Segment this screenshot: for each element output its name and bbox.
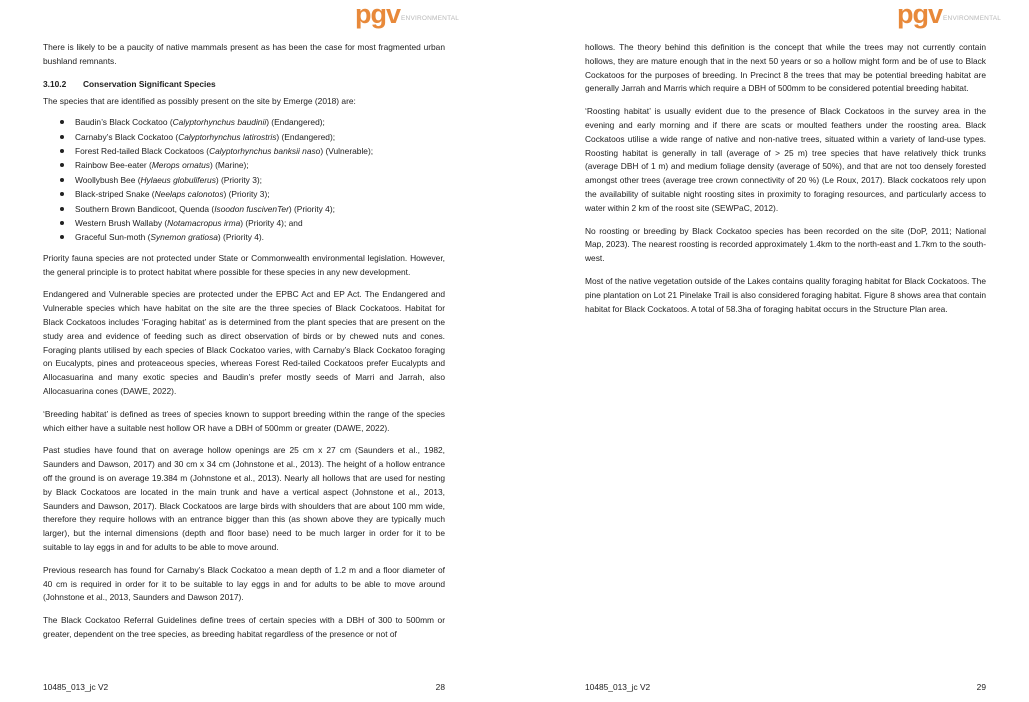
paragraph: ‘Roosting habitat’ is usually evident due to the presence of Black Cockatoos in the survey area in the evening and early morning and if there are scats or moulted feathers under the roosting area. Black Cockatoos utilise a wide range of native and non-native trees, situated within a variety of land-use types. Roosting habitat is generally in tall (average of > 25 m) tree species that have relatively thick trunks (average DBH of 1 m) and medium foliage density (average of 50%), and that are not too densely forested amongst other trees (average tree crown connectivity of 20 %) (Le Roux, 2017). Black cockatoos rely upon the availability of suitable night roosting sites in proximity to foraging resources, and particularly access to water within 2 km of the roost site (SEWPaC, 2012). [585, 106, 986, 213]
paragraph: Priority fauna species are not protected under State or Commonwealth environmental legislation. However, the general principle is to protect habitat where possible for these species in any new development. [43, 252, 445, 277]
species-list [43, 115, 445, 245]
scientific-name: Calyptorhynchus latirostris [178, 131, 277, 142]
scientific-name: Calyptorhynchus baudinii [172, 117, 267, 128]
scientific-name: Synemon gratiosa [150, 232, 218, 243]
list-item: Baudin’s Black Cockatoo (Calyptorhynchus baudinii) (Endangered); [75, 115, 445, 129]
list-item: Rainbow Bee-eater (Merops ornatus) (Marine); [75, 158, 445, 172]
document-code: 10485_013_jc V2 [43, 682, 109, 692]
paragraph: Past studies have found that on average hollow openings are 25 cm x 27 cm (Saunders et al., 1982, Saunders and Dawson, 2017) and 30 cm x 34 cm (Johnstone et al., 2013). The height of a hollow entrance off the ground is on average 19.384 m (Johnstone et al., 2013). Nearly all hollows that are used for nesting by Black Cockatoos are located in the main trunk and have a vertical aspect (Johnstone et al., 2013, Saunders and Dawson, 2017). Black Cockatoos are large birds with shoulders that are about 100 mm wide, therefore they require hollows with an entrance bigger than this (as shown above they are typically much larger), but the internal dimensions (depth and floor base) need to be much larger in order for it to be suitable to lay eggs in and for adults to be able to move around. [43, 445, 445, 552]
scientific-name: Merops ornatus [151, 160, 210, 171]
pgv-logo [355, 0, 460, 29]
scientific-name: Neelaps calonotos [154, 189, 224, 200]
list-item: Graceful Sun-moth (Synemon gratiosa) (Priority 4). [75, 230, 445, 244]
paragraph: ‘Breeding habitat’ is defined as trees of species known to support breeding within the range of the species which either have a suitable nest hollow OR have a DBH of 500mm or greater (DAWE, 2022). [43, 408, 445, 433]
scientific-name: Hylaeus globuliferus [140, 174, 216, 185]
section-heading [43, 78, 445, 92]
paragraph: Endangered and Vulnerable species are protected under the EPBC Act and EP Act. The Endangered and Vulnerable species which have habitat on the site are the three species of Black Cockatoos. Habitat for Black Cockatoos includes ‘Foraging habitat’ as is determined from the plant species that are present on the study area and evidence of feeding such as direct observation of birds or by chewed nuts and cones. Foraging plants utilised by each species of Black Cockatoo varies, with Carnaby’s Black Cockatoo foraging on Eucalypts, pines and proteaceous species, whereas Forest Red-tailed Cockatoos prefer Eucalypts and Allocasuarina and many exotic species and Baudin’s prefer mostly seeds of Marri and Jarrah, also Allocasuarina cones (DAWE, 2022). [43, 289, 445, 397]
logo-mark: pgv [355, 0, 401, 29]
paragraph: There is likely to be a paucity of native mammals present as has been the case for most fragmented urban bushland remnants. [43, 42, 445, 66]
page-28 [0, 0, 514, 702]
page-footer [43, 682, 445, 692]
section-title: Conservation Significant Species [83, 78, 216, 89]
scientific-name: Isoodon fuscivenTer [214, 203, 289, 214]
page-29 [515, 0, 1029, 702]
page-number: 29 [976, 682, 986, 692]
list-item: Forest Red-tailed Black Cockatoos (Calyptorhynchus banksii naso) (Vulnerable); [75, 144, 445, 158]
page-footer [585, 682, 986, 692]
list-item: Western Brush Wallaby (Notamacropus irma) (Priority 4); and [75, 216, 445, 230]
pgv-logo [897, 0, 1002, 29]
paragraph: Previous research has found for Carnaby’s Black Cockatoo a mean depth of 1.2 m and a floor diameter of 40 cm is required in order for it to be suitable to lay eggs in and for adults to be able to move around (Johnstone et al., 2013, Saunders and Dawson 2017). [43, 564, 445, 603]
page-body [585, 41, 986, 325]
logo-subtitle: ENVIRONMENTAL [401, 15, 460, 22]
paragraph: The species that are identified as possibly present on the site by Emerge (2018) are: [43, 96, 356, 107]
section-number: 3.10.2 [43, 78, 67, 89]
paragraph: No roosting or breeding by Black Cockatoo species has been recorded on the site (DoP, 2011; National Map, 2023). The nearest roosting is recorded approximately 1.4km to the north-east and 1.7km to the south-west. [585, 225, 986, 264]
logo-mark: pgv [897, 0, 943, 29]
paragraph: The Black Cockatoo Referral Guidelines define trees of certain species with a DBH of 300 to 500mm or greater, dependent on the tree species, as breeding habitat regardless of the presence or not of [43, 615, 445, 639]
page-body [43, 41, 445, 651]
paragraph: Most of the native vegetation outside of the Lakes contains quality foraging habitat for Black Cockatoos. The pine plantation on Lot 21 Pinelake Trail is also considered foraging habitat. Figure 8 shows area that contain habitat for Black Cockatoos. A total of 58.3ha of foraging habitat occurs in the Structure Plan area. [585, 275, 986, 314]
list-item: Black-striped Snake (Neelaps calonotos) (Priority 3); [75, 187, 445, 201]
list-item: Woollybush Bee (Hylaeus globuliferus) (Priority 3); [75, 173, 445, 187]
page-number: 28 [435, 682, 445, 692]
document-code: 10485_013_jc V2 [585, 682, 651, 692]
paragraph: hollows. The theory behind this definition is the concept that while the trees may not currently contain hollows, they are mature enough that in the next 50 years or so a hollow might form and be of use to Black Cockatoos for the purposes of breeding. In Precinct 8 the trees that may be potential breeding habitat are generally Jarrah and Marris which require a DBH of 500mm to be considered potential breeding habitat. [585, 42, 986, 94]
list-item: Carnaby’s Black Cockatoo (Calyptorhynchus latirostris) (Endangered); [75, 130, 445, 144]
scientific-name: Calyptorhynchus banksii naso [209, 146, 321, 156]
list-item: Southern Brown Bandicoot, Quenda (Isoodon fuscivenTer) (Priority 4); [75, 202, 445, 216]
scientific-name: Notamacropus irma [167, 218, 241, 229]
logo-subtitle: ENVIRONMENTAL [943, 15, 1002, 22]
